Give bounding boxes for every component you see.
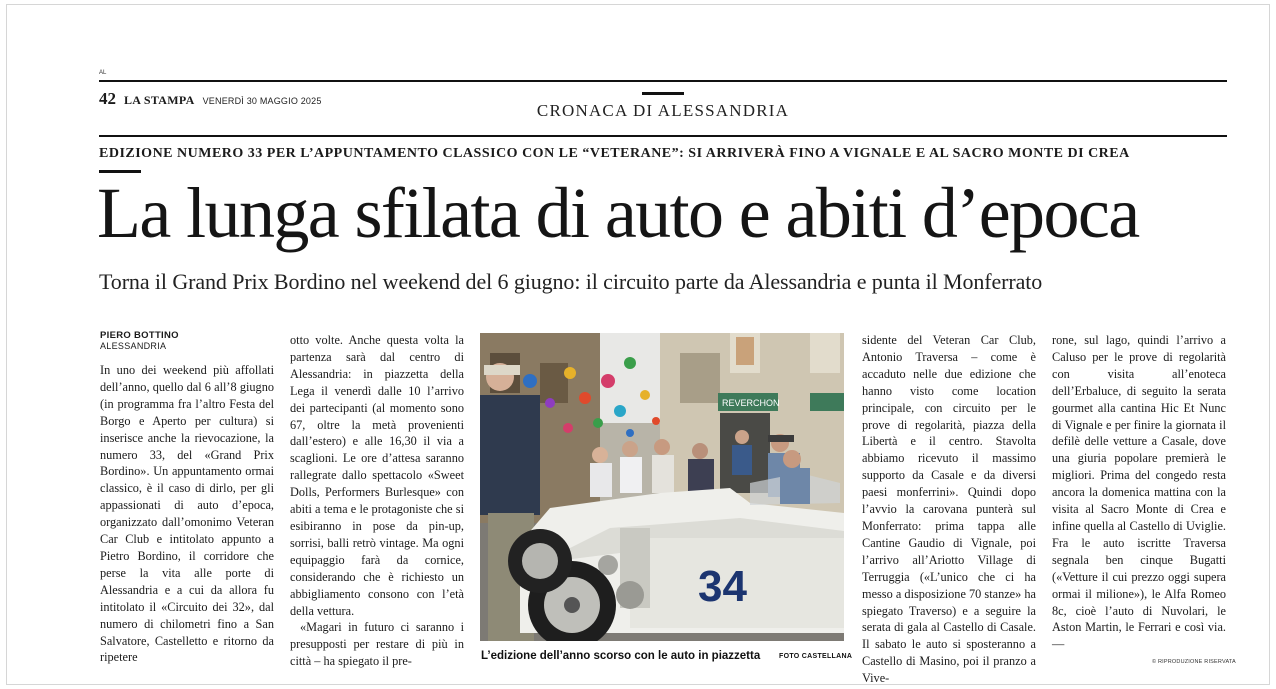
top-rule <box>99 80 1227 82</box>
byline-place: ALESSANDRIA <box>100 341 167 351</box>
column-paragraph: «Magari in futuro ci saranno i presupposti per restare di più in città – ha spiegato il pre- <box>290 620 464 669</box>
article-column-4 <box>1052 332 1226 653</box>
column-paragraph: In uno dei weekend più affollati dell’anno, quello dal 6 all’8 giugno (in programma fra l’altro Festa del Borgo e Aperto per cultura) si inserisce anche la rievocazione, la numero 33, del «Grand Prix Bordino». Un appuntamento ormai classico, è il caso di dirlo, per gli appassionati di auto d’epoca, organizzato dall’omonimo Veteran Car Club e intitolato appunto a Pietro Bordino, il corridore che perse la vita alle porte di Alessandria e a cui da allora fu intitolato il «Circuito dei 32», dal numero di chilometri fino a San Salvatore, Castelletto e ritorno da ripetere <box>100 363 274 665</box>
article-column-2 <box>290 332 464 670</box>
page-number: 42 <box>99 89 116 108</box>
headline: La lunga sfilata di auto e abiti d’epoca <box>97 173 1139 253</box>
byline-author: PIERO BOTTINO <box>100 330 179 341</box>
photo-caption: L’edizione dell’anno scorso con le auto in piazzetta <box>481 650 761 662</box>
section-rule <box>99 135 1227 137</box>
copyright-notice: © RIPRODUZIONE RISERVATA <box>1152 659 1236 665</box>
edition-mark: AL <box>99 70 107 76</box>
deck-subtitle: Torna il Grand Prix Bordino nel weekend del 6 giugno: il circuito parte da Alessandria e punta il Monferrato <box>99 269 1043 294</box>
column-paragraph: sidente del Veteran Car Club, Antonio Traversa – come è accaduto nelle due edizione che hanno visto come location principale, con circuito per le prove di regolarità, piazza della Libertà e il centro. Stavolta abbiamo ricevuto il massimo supporto da Casale e da diversi paesi monferrini». Quindi dopo l’avvio la carovana punterà sul Monferrato: prima tappa alle Cantine Gaudio di Vignale, poi l’arrivo all’Ariotto Village di Terruggia («L’unico che ci ha messo a disposizione 70 stanze» ha spiegato Traverso) e a seguire la serata di gala al Castello di Casale. Il sabato le auto si sposteranno a Castello di Masino, poi il pranzo a Vive- <box>862 333 1036 686</box>
section-title: CRONACA DI ALESSANDRIA <box>536 101 790 120</box>
photo-credit: FOTO CASTELLANA <box>779 653 853 660</box>
car-number: 34 <box>698 562 747 611</box>
shop-sign: REVERCHON <box>722 398 780 408</box>
article-photo <box>480 333 844 641</box>
masthead: LA STAMPA <box>124 93 195 107</box>
column-paragraph: otto volte. Anche questa volta la partenza sarà dal centro di Alessandria: in piazzetta della Lega il venerdì dalle 10 l’arrivo dei partecipanti (al momento sono 67, oltre la metà provenienti dall’estero) e alle 16,30 il via a scaglioni. Le ore d’attesa saranno rallegrate dallo spettacolo «Sweet Dolls, Performers Burlesque» con abiti a tema e le protagoniste che si esibiranno in pose da pin-up, sorrisi, balli retrò vintage. Ma ogni equipaggio farà da cornice, considerando che è richiesto un abbigliamento consono con l’età della vettura. <box>290 333 464 618</box>
column-paragraph: rone, sul lago, quindi l’arrivo a Caluso per le prove di regolarità con visita all’enoteca dell’Erbaluce, di seguito la serata gourmet alla cantina Hic Et Nunc di Vignale e per finire la giornata il defilè delle vetture a Casale, dove una giuria popolare premierà le migliori. Prima del congedo resta ancora la domenica mattina con la visita al Sacro Monte di Crea e infine quella al Castello di Uviglie. Fra le auto iscritte Traversa segnala ben cinque Bugatti («Vetture il cui prezzo oggi supera ormai il milione»), le Alfa Romeo 8c, cioè l’auto di Nuvolari, le Aston Martin, le Ferrari e così via. — <box>1052 333 1226 652</box>
section-tick <box>642 92 684 95</box>
issue-date: VENERDÌ 30 MAGGIO 2025 <box>202 96 322 106</box>
kicker: EDIZIONE NUMERO 33 PER L’APPUNTAMENTO CLASSICO CON LE “VETERANE”: SI ARRIVERÀ FINO A VIGNALE E AL SACRO MONTE DI CREA <box>99 146 1130 161</box>
article-column-3 <box>862 332 1036 687</box>
article-column-1 <box>100 330 274 666</box>
